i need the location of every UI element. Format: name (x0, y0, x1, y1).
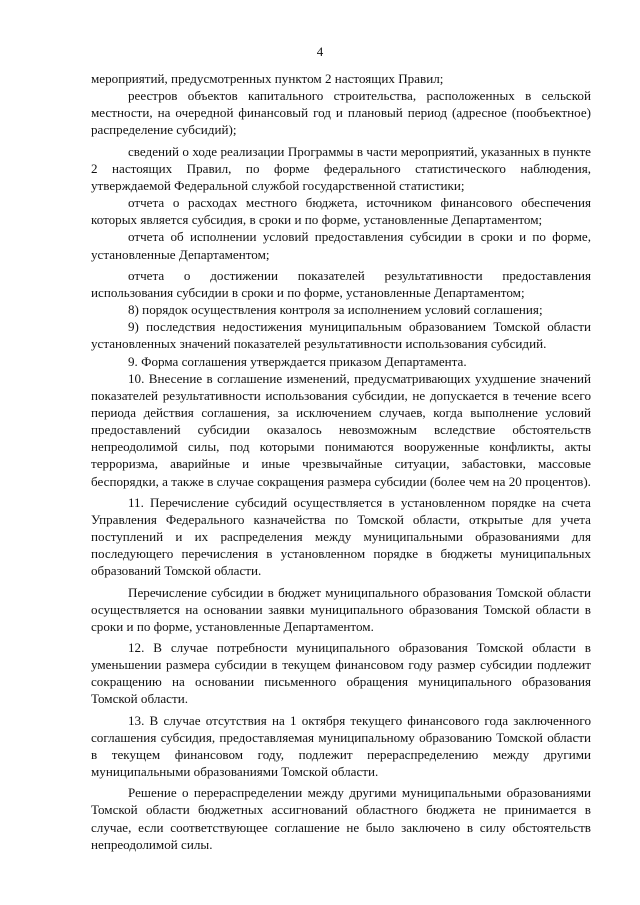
paragraph: 13. В случае отсутствия на 1 октября текущего финансового года заключенного соглашения субсидия, предоставляемая муниципальному образованию Томской области в текущем финансовом году, подлежит перераспределению между другими муниципальными образованиями Томской области. (91, 712, 591, 780)
paragraph: Перечисление субсидии в бюджет муниципального образования Томской области осуществляется на основании заявки муниципального образования Томской области в сроки и по форме, установленные Департаментом. (91, 584, 591, 634)
paragraph: 9) последствия недостижения муниципальным образованием Томской области установленных значений показателей результативности использования субсидий. (91, 319, 591, 352)
paragraph: отчета о расходах местного бюджета, источником финансового обеспечения которых является субсидия, в сроки и по форме, установленные Департаментом; (91, 195, 591, 228)
paragraph: реестров объектов капитального строительства, расположенных в сельской местности, на очередной финансовый год и плановый период (адресное (пообъектное) распределение субсидий); (91, 88, 591, 138)
paragraph: мероприятий, предусмотренных пунктом 2 настоящих Правил; (91, 71, 444, 86)
document-body (91, 70, 591, 853)
paragraph: 9. Форма соглашения утверждается приказом Департамента. (128, 353, 467, 369)
paragraph: Решение о перераспределении между другими муниципальными образованиями Томской области бюджетных ассигнований областного бюджета не принимается в случае, если соответствующее соглашение не было заключено в силу обстоятельств непреодолимой силы. (91, 785, 591, 852)
paragraph: 8) порядок осуществления контроля за исполнением условий соглашения; (128, 302, 543, 318)
paragraph: 12. В случае потребности муниципального образования Томской области в уменьшении размера субсидии в текущем финансовом году размер субсидии подлежит сокращению на основании письменного обращения муниципального образования Томской области. (91, 640, 591, 707)
paragraph: сведений о ходе реализации Программы в части мероприятий, указанных в пункте 2 настоящих Правил, по форме федерального статистического наблюдения, утверждаемой Федеральной службой государственной статистики; (91, 143, 591, 193)
paragraph: 10. Внесение в соглашение изменений, предусматривающих ухудшение значений показателей результативности использования субсидии, не допускается в течение всего периода действия соглашения, за исключением случаев, когда выполнение условий предоставлений субсидии оказалось невозможным вследствие обстоятельств непреодолимой силы, под которыми понимаются вооруженные конфликты, акты терроризма, аварийные и иные чрезвычайные ситуации, забастовки, массовые беспорядки, а также в случае сокращения размера субсидии (более чем на 20 процентов). (91, 370, 591, 489)
paragraph: отчета о достижении показателей результативности предоставления использования субсидии в сроки и по форме, установленные Департаментом; (91, 267, 591, 300)
paragraph: отчета об исполнении условий предоставления субсидии в сроки и по форме, установленные Департаментом; (91, 229, 591, 262)
paragraph: 11. Перечисление субсидий осуществляется в установленном порядке на счета Управления Федерального казначейства по Томской области, открытые для учета поступлений и их распределения между муниципальными образованиями для последующего перечисления в установленном порядке в бюджеты муниципальных образований Томской области. (91, 494, 591, 579)
page-number: 4 (316, 44, 324, 59)
